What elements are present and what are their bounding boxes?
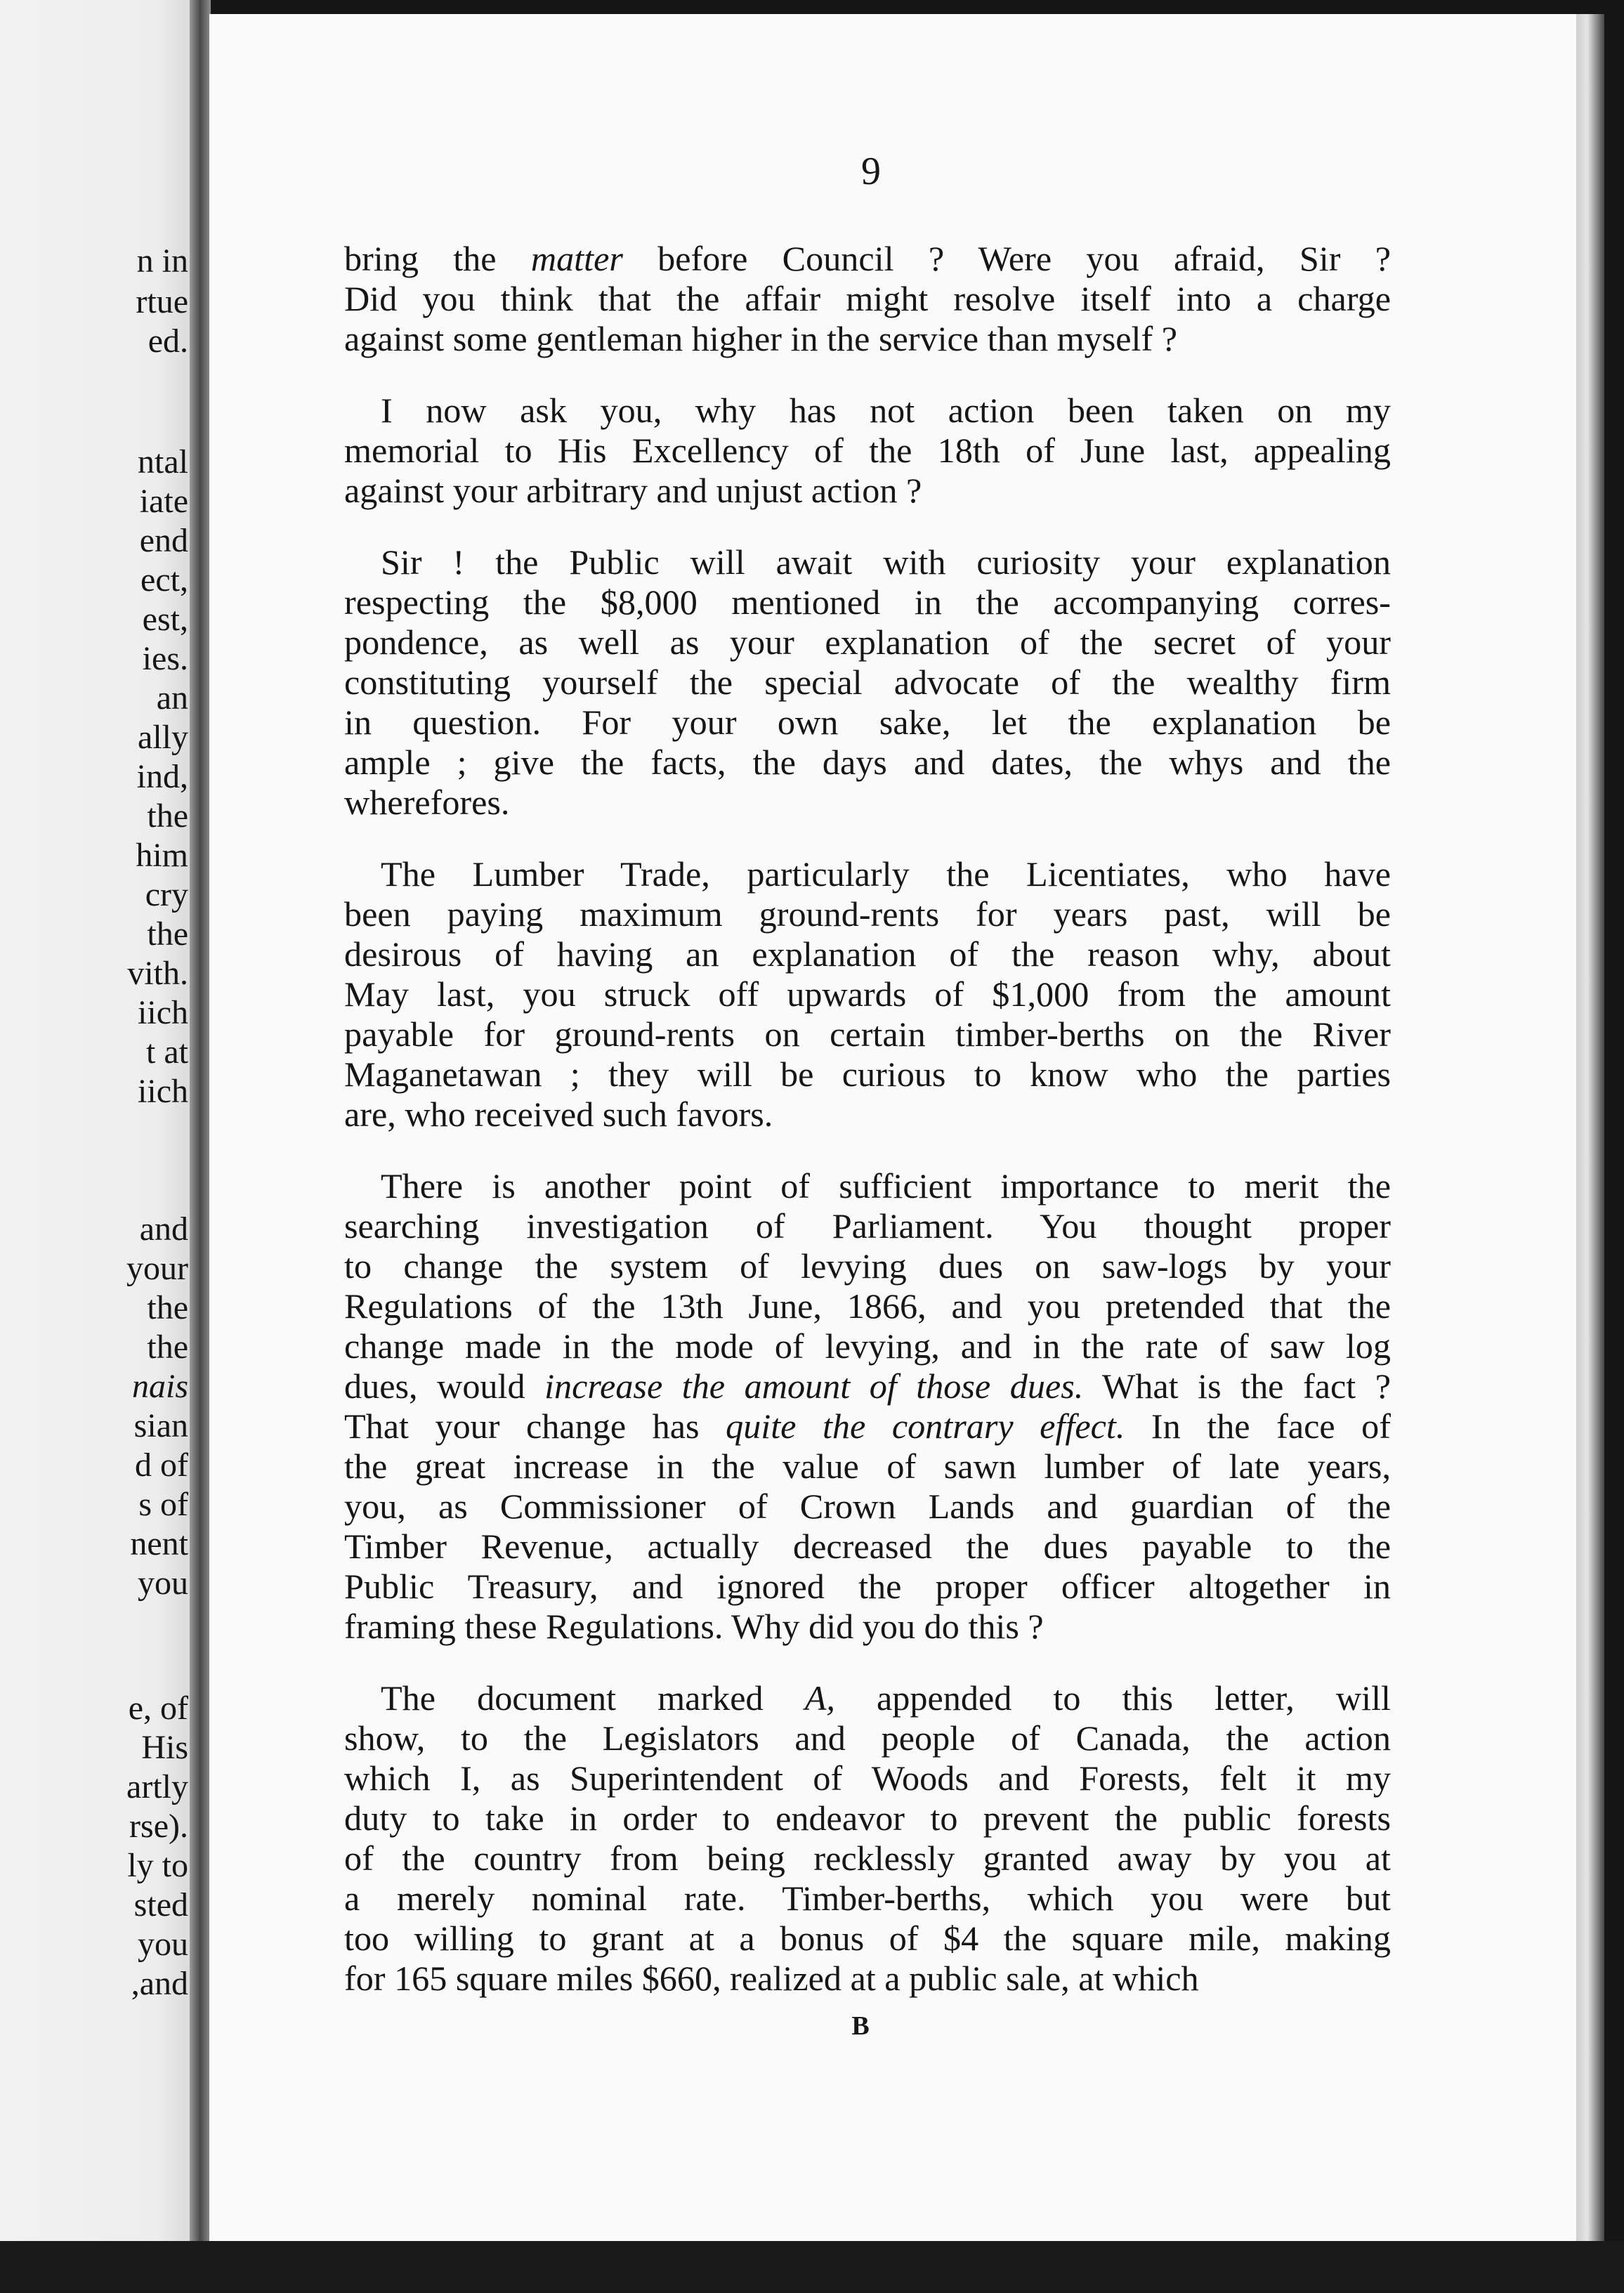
text-line	[344, 1527, 1391, 1567]
facing-page-fragment: iich	[138, 994, 188, 1031]
text-run: payable for ground-rents on certain timber-berths on the River	[344, 1014, 1391, 1054]
text-line	[344, 974, 1391, 1014]
book-gutter	[190, 0, 211, 2293]
facing-page-fragment: sted	[133, 1886, 188, 1923]
facing-page-fragment: vith.	[127, 955, 188, 992]
paragraph	[344, 1166, 1391, 1647]
text-line	[344, 239, 1391, 279]
paragraph	[344, 239, 1391, 359]
text-line	[344, 1718, 1391, 1758]
text-run: Timber Revenue, actually decreased the dues payable to the	[344, 1527, 1391, 1566]
facing-page-fragment: the	[147, 915, 188, 953]
text-run: memorial to His Excellency of the 18th of June last, appealing	[344, 431, 1391, 470]
facing-page-fragment: ,and	[131, 1965, 188, 2002]
italic-text-run: quite the contrary effect.	[726, 1406, 1125, 1446]
facing-page-fragment: your	[126, 1250, 188, 1287]
facing-page-fragment: ally	[138, 719, 188, 756]
text-run: I now ask you, why has not action been taken on my	[381, 391, 1391, 430]
text-run: bring the	[344, 239, 531, 278]
italic-text-run: A,	[804, 1678, 835, 1718]
paragraph	[344, 854, 1391, 1135]
text-run: There is another point of sufficient importance to merit the	[381, 1166, 1391, 1206]
text-line	[344, 1246, 1391, 1286]
text-run: Regulations of the 13th June, 1866, and you pretended that the	[344, 1286, 1391, 1326]
facing-page-fragment: ntal	[138, 443, 188, 481]
text-run: to change the system of levying dues on saw-logs by your	[344, 1246, 1391, 1286]
facing-page-fragment: s of	[138, 1486, 188, 1523]
text-run: change made in the mode of levying, and in the rate of saw log	[344, 1326, 1391, 1366]
text-run: May last, you struck off upwards of $1,000 from the amount	[344, 974, 1391, 1014]
italic-text-run: matter	[530, 239, 623, 278]
text-line	[344, 1366, 1391, 1406]
page-right-edge	[1576, 14, 1604, 2262]
text-run: Did you think that the affair might resolve itself into a charge	[344, 279, 1391, 318]
text-line	[344, 1919, 1391, 1959]
text-line	[344, 934, 1391, 974]
text-line	[344, 743, 1391, 783]
text-run: Maganetawan ; they will be curious to know who the parties	[344, 1054, 1391, 1094]
text-run: the great increase in the value of sawn lumber of late years,	[344, 1446, 1391, 1486]
facing-page-fragment: end	[139, 522, 188, 559]
page-number: 9	[861, 150, 881, 193]
text-run: in question. For your own sake, let the explanation be	[344, 703, 1391, 742]
text-line	[344, 1095, 1391, 1135]
facing-page-fragment: him	[136, 837, 188, 874]
facing-page-fragment: n in	[136, 242, 188, 280]
text-run: appended to this letter, will	[834, 1678, 1391, 1718]
facing-page-fragment: you	[138, 1926, 188, 1963]
text-line	[344, 1607, 1391, 1647]
text-line	[344, 1166, 1391, 1206]
text-line	[344, 1054, 1391, 1095]
text-run: a merely nominal rate. Timber-berths, which you were but	[344, 1879, 1391, 1918]
facing-page-fragment: and	[139, 1210, 188, 1248]
text-run: been paying maximum ground-rents for years past, will be	[344, 894, 1391, 934]
text-run: which I, as Superintendent of Woods and Forests, felt it my	[344, 1758, 1391, 1798]
facing-page-fragment: an	[156, 679, 188, 717]
text-line	[344, 1838, 1391, 1879]
text-run: In the face of	[1125, 1406, 1391, 1446]
text-line	[344, 622, 1391, 662]
facing-page-fragment: rse).	[129, 1808, 188, 1845]
facing-page-fragment: the	[147, 1289, 188, 1326]
text-run: against your arbitrary and unjust action ?	[344, 471, 922, 510]
facing-page-fragment: nent	[130, 1525, 188, 1562]
facing-page-fragment: cry	[145, 876, 188, 913]
text-run: searching investigation of Parliament. You thought proper	[344, 1206, 1391, 1246]
facing-page-fragment: e, of	[128, 1690, 188, 1727]
facing-page-fragment: iich	[138, 1073, 188, 1110]
facing-page-fragment: ind,	[136, 758, 188, 795]
text-line	[344, 1487, 1391, 1527]
text-line	[344, 471, 1391, 511]
text-line	[344, 391, 1391, 431]
text-run: desirous of having an explanation of the reason why, about	[344, 934, 1391, 974]
text-line	[344, 662, 1391, 703]
text-run: wherefores.	[344, 783, 510, 822]
text-line	[344, 703, 1391, 743]
text-line	[344, 279, 1391, 319]
text-line	[344, 1206, 1391, 1246]
facing-page-fragment: His	[141, 1729, 188, 1766]
facing-page-fragment: t at	[146, 1033, 188, 1071]
facing-page-fragment: est,	[142, 601, 188, 638]
text-run: before Council ? Were you afraid, Sir ?	[622, 239, 1391, 278]
text-line	[344, 431, 1391, 471]
text-run: ample ; give the facts, the days and dates, the whys and the	[344, 743, 1391, 782]
facing-page-fragment: you	[138, 1564, 188, 1602]
facing-page-fragment: ly to	[127, 1847, 188, 1884]
body-text	[344, 239, 1391, 2030]
facing-page-fragment: the	[147, 797, 188, 835]
text-line	[344, 1678, 1391, 1718]
text-line	[344, 582, 1391, 622]
text-line	[344, 1326, 1391, 1366]
text-run: duty to take in order to endeavor to prevent the public forests	[344, 1798, 1391, 1838]
text-run: constituting yourself the special advocate of the wealthy firm	[344, 662, 1391, 702]
facing-page-edge	[0, 0, 195, 2293]
text-line	[344, 1567, 1391, 1607]
text-line	[344, 1758, 1391, 1798]
facing-page-fragment: ies.	[142, 640, 188, 677]
text-run: That your change has	[344, 1406, 726, 1446]
text-line	[344, 1446, 1391, 1487]
text-line	[344, 894, 1391, 934]
text-line	[344, 1879, 1391, 1919]
facing-page-fragment: the	[147, 1328, 188, 1366]
paragraph	[344, 1678, 1391, 1999]
facing-page-fragment: artly	[126, 1768, 188, 1805]
text-run: dues, would	[344, 1366, 545, 1406]
text-run: of the country from being recklessly granted away by you at	[344, 1838, 1391, 1878]
text-run: The Lumber Trade, particularly the Licentiates, who have	[381, 854, 1391, 894]
text-run: The document marked	[381, 1678, 805, 1718]
text-line	[344, 783, 1391, 823]
text-run: show, to the Legislators and people of Canada, the action	[344, 1718, 1391, 1758]
text-line	[344, 1798, 1391, 1838]
paragraph	[344, 391, 1391, 511]
scan-bottom-border	[0, 2241, 1624, 2293]
text-run: pondence, as well as your explanation of the secret of your	[344, 622, 1391, 662]
text-run: too willing to grant at a bonus of $4 the square mile, making	[344, 1919, 1391, 1958]
text-line	[344, 542, 1391, 582]
text-run: respecting the $8,000 mentioned in the accompanying corres-	[344, 582, 1391, 622]
signature-mark: B	[851, 2011, 870, 2041]
text-run: Sir ! the Public will await with curiosity your explanation	[381, 542, 1391, 582]
facing-page-fragment: sian	[133, 1407, 188, 1444]
text-line	[344, 1406, 1391, 1446]
text-run: are, who received such favors.	[344, 1095, 773, 1134]
text-run: Public Treasury, and ignored the proper officer altogether in	[344, 1567, 1391, 1606]
text-line	[344, 854, 1391, 894]
facing-page-fragment: iate	[139, 483, 188, 520]
text-run: framing these Regulations. Why did you do this ?	[344, 1607, 1044, 1646]
text-line	[344, 1286, 1391, 1326]
italic-text-run: increase the amount of those dues.	[544, 1366, 1084, 1406]
paragraph	[344, 542, 1391, 823]
text-run: against some gentleman higher in the service than myself ?	[344, 319, 1177, 358]
facing-page-fragment: ed.	[148, 322, 188, 360]
text-line	[344, 1959, 1391, 1999]
facing-page-fragment: d of	[135, 1446, 188, 1484]
facing-page-fragment: rtue	[136, 283, 188, 320]
text-run: What is the fact ?	[1083, 1366, 1391, 1406]
facing-page-fragment: ect,	[140, 561, 188, 599]
facing-page-fragment: nais	[131, 1368, 188, 1405]
text-run: for 165 square miles $660, realized at a public sale, at which	[344, 1959, 1199, 1998]
text-run: you, as Commissioner of Crown Lands and guardian of the	[344, 1487, 1391, 1526]
text-line	[344, 1014, 1391, 1054]
text-line	[344, 319, 1391, 359]
